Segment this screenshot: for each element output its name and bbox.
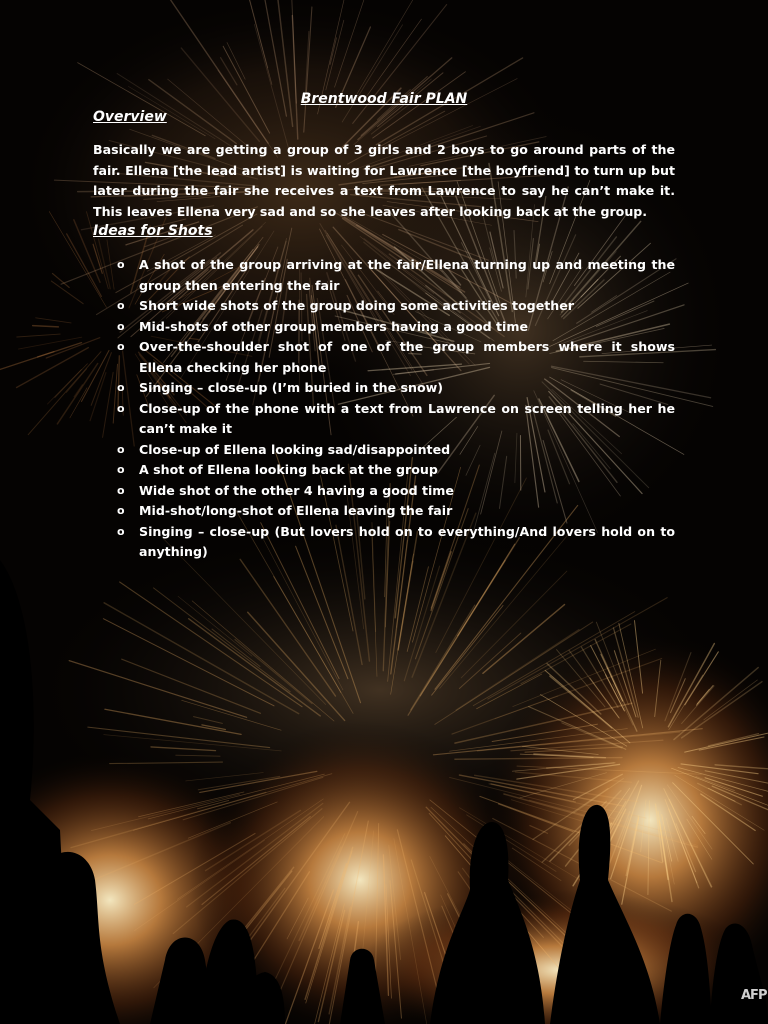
shot-list-item — [93, 440, 675, 461]
ideas-heading: Ideas for Shots — [93, 223, 213, 239]
shot-list-item — [93, 378, 675, 399]
shot-text: Singing – close-up (I’m buried in the snow) — [139, 380, 444, 395]
shot-list-item — [93, 522, 675, 563]
document-title: Brentwood Fair PLAN — [300, 91, 468, 107]
bullet-icon: o — [117, 524, 125, 538]
shot-text: Close-up of the phone with a text from Lawrence on screen telling her he can’t make it — [139, 400, 675, 436]
afp-watermark: AFP — [741, 988, 767, 1003]
bullet-icon: o — [117, 258, 125, 271]
shot-text: Over-the-shoulder shot of one of the group members where it shows Ellena checking her phone — [139, 339, 675, 375]
bullet-icon: o — [117, 463, 125, 476]
shot-list-item — [93, 460, 675, 481]
shot-list-item — [93, 317, 675, 338]
bullet-icon: o — [117, 504, 125, 517]
overview-heading: Overview — [93, 109, 167, 125]
shot-list-item — [93, 255, 675, 296]
shot-text: Close-up of Ellena looking sad/disappointed — [139, 441, 451, 457]
shot-list-item — [93, 501, 675, 522]
shot-list-item — [93, 296, 675, 317]
shot-text: Mid-shots of other group members having a good time — [139, 318, 529, 334]
shot-text: A shot of Ellena looking back at the group — [139, 462, 438, 477]
shot-text: A shot of the group arriving at the fair/Ellena turning up and meeting the group then entering the fair — [139, 257, 675, 293]
shot-list-item — [93, 399, 675, 440]
bullet-icon: o — [117, 483, 125, 497]
bullet-icon: o — [117, 442, 125, 456]
document-body — [93, 90, 675, 563]
bullet-icon: o — [117, 340, 125, 353]
shot-text: Short wide shots of the group doing some activities together — [139, 298, 574, 313]
shot-list — [93, 255, 675, 563]
bullet-icon: o — [117, 299, 125, 312]
shot-text: Singing – close-up (But lovers hold on to everything/And lovers hold on to anything) — [139, 523, 675, 559]
shot-text: Mid-shot/long-shot of Ellena leaving the fair — [139, 503, 453, 518]
bullet-icon: o — [117, 381, 125, 394]
bullet-icon: o — [117, 401, 125, 415]
shot-list-item — [93, 481, 675, 502]
overview-paragraph: Basically we are getting a group of 3 girls and 2 boys to go around parts of the fair. Ellena [the lead artist] is waiting for Lawrence [the boyfriend] to turn up but later during the fair she receives a text from Lawrence to say he can’t make it. This leaves Ellena very sad and so she leaves after looking back at the group. — [93, 142, 675, 219]
shot-text: Wide shot of the other 4 having a good time — [139, 482, 454, 498]
shot-list-item — [93, 337, 675, 378]
bullet-icon: o — [117, 319, 125, 333]
